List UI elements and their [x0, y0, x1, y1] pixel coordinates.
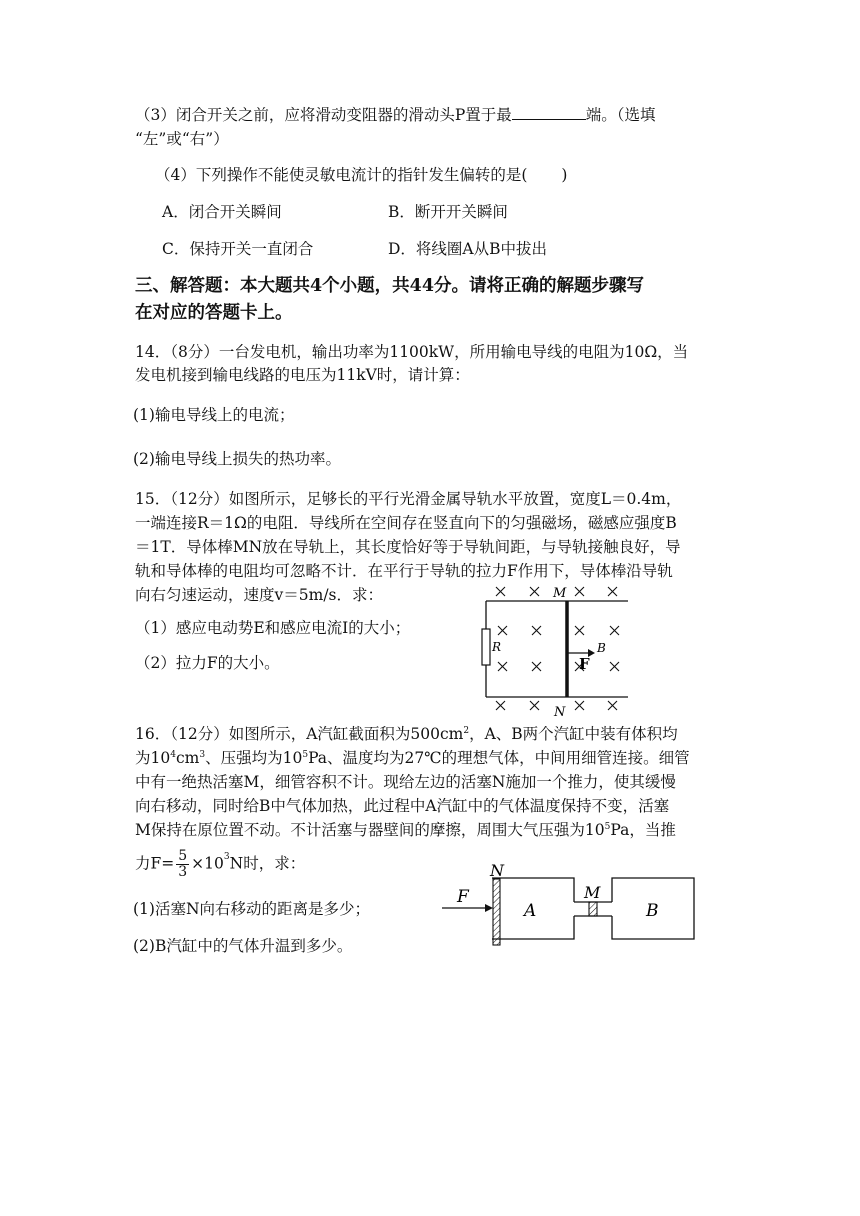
q13-part3-line1: （3）闭合开关之前，应将滑动变阻器的滑动头P置于最 端。（选填 [135, 106, 656, 124]
q14-sub1: (1)输电导线上的电流； [133, 406, 295, 424]
q15-line5: 向右匀速运动，速度v＝5m/s．求： [135, 586, 383, 604]
option-c: C．保持开关一直闭合 [162, 240, 314, 258]
q13-part3-line2: “左”或“右”） [135, 130, 229, 148]
label-r: R [492, 640, 502, 654]
q16-sub1: (1)活塞N向右移动的距离是多少； [133, 900, 371, 918]
q13-part4-stem: （4）下列操作不能使灵敏电流计的指针发生偏转的是( ) [155, 166, 568, 184]
q14-line1: 14．（8分）一台发电机，输出功率为1100kW，所用输电导线的电阻为10Ω，当 [135, 343, 689, 361]
q16-line4: 向右移动，同时给B中气体加热，此过程中A汽缸中的气体温度保持不变，活塞 [135, 797, 670, 815]
fraction: $\frac{5}{3}$ [178, 848, 188, 880]
label-f: F [457, 887, 469, 907]
q14-line2: 发电机接到输电线路的电压为11kV时，请计算： [135, 366, 470, 384]
q16-figure [438, 862, 700, 947]
piston-n [493, 879, 500, 945]
option-a: A．闭合开关瞬间 [162, 203, 282, 221]
q14-sub2: (2)输电导线上损失的热功率。 [133, 450, 341, 468]
q15-figure [478, 580, 633, 720]
q15-line4: 轨和导体棒的电阻均可忽略不计．在平行于导轨的拉力F作用下，导体棒沿导轨 [135, 562, 673, 580]
q15-line1: 15．（12分）如图所示，足够长的平行光滑金属导轨水平放置，宽度L＝0.4m， [135, 490, 682, 508]
section-heading-line1: 三、解答题：本大题共4个小题，共44分。请将正确的解题步骤写 [135, 276, 645, 296]
q16-line6: 力F= $\frac{5}{3}$ $\times 10^3N$时，求： [135, 848, 306, 880]
label-b: B [597, 641, 606, 655]
label-n: N [490, 862, 504, 880]
label-m: M [584, 883, 601, 902]
piston-m [589, 902, 597, 916]
label-m: M [553, 586, 567, 601]
label-n: N [554, 705, 566, 720]
q15-sub1: （1）感应电动势E和感应电流I的大小； [135, 619, 411, 637]
answer-blank [512, 104, 586, 120]
q16-sub2: (2)B汽缸中的气体升温到多少。 [133, 937, 353, 955]
q15-line3: ＝1T．导体棒MN放在导轨上，其长度恰好等于导轨间距，与导轨接触良好，导 [135, 538, 681, 556]
section-heading-line2: 在对应的答题卡上。 [135, 303, 293, 323]
resistor-r [482, 629, 490, 665]
q16-line5: M保持在原位置不动。不计活塞与器壁间的摩擦，周围大气压强为$10^5Pa$，当推 [135, 821, 676, 839]
label-a: A [524, 901, 537, 921]
q15-sub2: （2）拉力F的大小。 [135, 654, 280, 672]
q16-line3: 中有一绝热活塞M，细管容积不计。现给左边的活塞N施加一个推力，使其缓慢 [135, 773, 676, 791]
q16-line2: 为$10^4cm^3$、压强均为$10^5Pa$、温度均为27℃的理想气体，中间用细管连接。细管 [135, 749, 690, 767]
label-f: F [579, 655, 590, 673]
option-b: B．断开开关瞬间 [388, 203, 508, 221]
option-d: D．将线圈A从B中拔出 [388, 240, 548, 258]
q16-line1: 16．（12分）如图所示，A汽缸截面积为$500cm^2$，A、B两个汽缸中装有体积均 [135, 725, 678, 743]
q15-line2: 一端连接R＝1Ω的电阻．导线所在空间存在竖直向下的匀强磁场，磁感应强度B [135, 514, 677, 532]
label-b: B [646, 901, 659, 921]
